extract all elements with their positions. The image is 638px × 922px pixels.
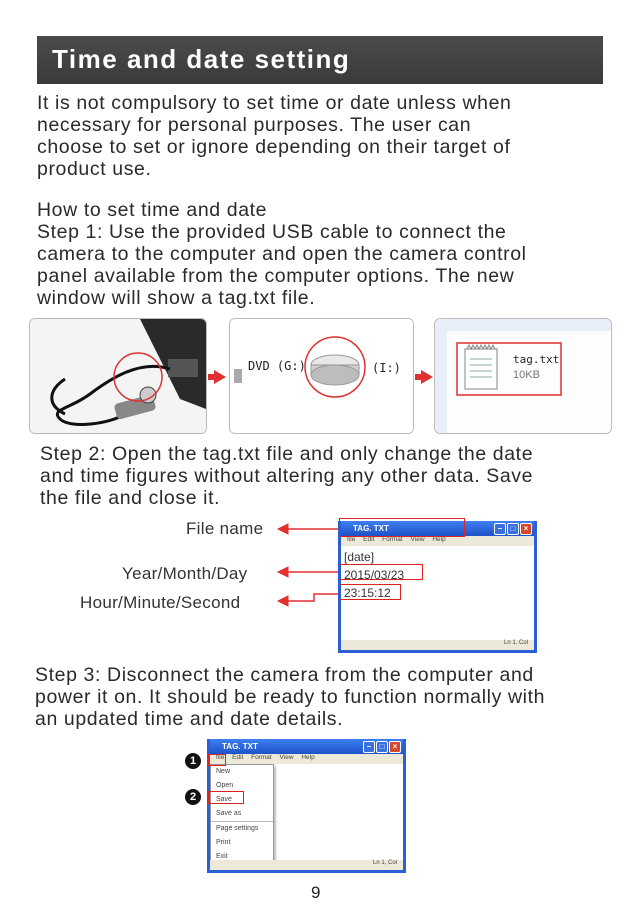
- camera-usb-illustration: [30, 319, 206, 433]
- step2-line: Step 2: Open the tag.txt file and only change the date: [40, 443, 534, 465]
- window-title: TAG. TXT: [353, 524, 389, 533]
- i-drive-label: (I:): [372, 361, 401, 375]
- computer-drives-panel: [229, 318, 414, 434]
- minimize-icon[interactable]: –: [494, 523, 506, 535]
- intro-line: necessary for personal purposes. The user can: [37, 114, 472, 136]
- menu-file[interactable]: file: [216, 754, 225, 761]
- step2-line: and time figures without altering any other data. Save: [40, 465, 534, 487]
- intro-line: choose to set or ignore depending on their target of: [37, 136, 511, 158]
- menu-format[interactable]: Format: [382, 536, 403, 543]
- file-name-callout: File name: [186, 519, 264, 538]
- time-arrowhead: [278, 596, 288, 606]
- time-arrow: [286, 594, 338, 601]
- menu-item-open[interactable]: Open: [216, 782, 234, 789]
- section-title: Time and date setting: [52, 44, 351, 74]
- status-bar: [341, 640, 534, 650]
- intro-line: product use.: [37, 158, 152, 180]
- menu-item-new[interactable]: New: [216, 768, 231, 775]
- menu-bar: [210, 754, 403, 764]
- dvd-drive-label: DVD (G:): [248, 359, 306, 373]
- page-number: 9: [311, 883, 321, 902]
- step1-line: Step 1: Use the provided USB cable to connect the: [37, 221, 507, 243]
- camera-usb-photo: [29, 318, 207, 434]
- window-titlebar: [210, 739, 403, 754]
- content-line: 23:15:12: [344, 586, 391, 600]
- content-line: [date]: [344, 550, 375, 564]
- menu-format[interactable]: Format: [251, 754, 272, 761]
- drive-icon: [230, 319, 413, 433]
- save-item-highlight: [208, 791, 244, 804]
- step2-line: the file and close it.: [40, 487, 221, 509]
- menu-help[interactable]: Help: [432, 536, 446, 543]
- step3-line: power it on. It should be ready to function normally with: [35, 686, 546, 708]
- hour-minute-second-callout: Hour/Minute/Second: [80, 593, 241, 612]
- status-text: Ln 1, Col: [372, 860, 397, 866]
- date-highlight: [339, 564, 423, 580]
- file-size-label: 10KB: [513, 369, 540, 381]
- intro-paragraph: [37, 92, 617, 180]
- menu-item-print[interactable]: Print: [216, 839, 231, 846]
- menu-view[interactable]: View: [410, 536, 425, 543]
- notepad-window-save: [207, 739, 406, 873]
- status-text: Ln 1, Col: [503, 640, 528, 646]
- intro-line: It is not compulsory to set time or date unless when: [37, 92, 512, 114]
- file-name-label: tag.txt: [513, 353, 560, 366]
- title-highlight: [339, 518, 465, 537]
- menu-edit[interactable]: Edit: [232, 754, 244, 761]
- year-month-day-callout: Year/Month/Day: [122, 564, 248, 583]
- menu-item-save[interactable]: Save: [216, 796, 232, 803]
- step1-line: panel available from the computer options. The new: [37, 265, 515, 287]
- menu-edit[interactable]: Edit: [363, 536, 375, 543]
- menu-file[interactable]: file: [347, 536, 356, 543]
- section-banner: [37, 36, 603, 84]
- menu-item-exit[interactable]: Exit: [216, 853, 228, 860]
- date-arrowhead: [278, 567, 288, 577]
- step2-paragraph: [40, 443, 620, 509]
- callout-arrows: [276, 512, 346, 612]
- window-title: TAG. TXT: [222, 742, 258, 751]
- step3-paragraph: [35, 664, 630, 730]
- step-badge-2: 2: [185, 789, 201, 805]
- menu-bar: [341, 536, 534, 546]
- file-dropdown-menu: [210, 764, 274, 864]
- menu-help[interactable]: Help: [301, 754, 315, 761]
- menu-item-save-as[interactable]: Save as: [211, 807, 273, 822]
- menu-item-page-settings[interactable]: Page settings: [216, 825, 259, 832]
- step1-line: camera to the computer and open the camera control: [37, 243, 527, 265]
- content-line: 2015/03/23: [344, 568, 405, 582]
- maximize-icon[interactable]: □: [376, 741, 388, 753]
- time-highlight: [339, 584, 401, 600]
- menu-view[interactable]: View: [279, 754, 294, 761]
- maximize-icon[interactable]: □: [507, 523, 519, 535]
- step1-line: How to set time and date: [37, 199, 268, 221]
- file-explorer-panel: [434, 318, 612, 434]
- file-menu-highlight: [208, 754, 226, 766]
- step3-line: Step 3: Disconnect the camera from the computer and: [35, 664, 534, 686]
- file-name-arrowhead: [278, 524, 288, 534]
- close-icon[interactable]: ×: [389, 741, 401, 753]
- step-badge-1: 1: [185, 753, 201, 769]
- step3-line: an updated time and date details.: [35, 708, 344, 730]
- close-icon[interactable]: ×: [520, 523, 532, 535]
- status-bar: [210, 860, 403, 870]
- step1-line: window will show a tag.txt file.: [37, 287, 316, 309]
- step1-paragraph: [37, 199, 617, 309]
- minimize-icon[interactable]: –: [363, 741, 375, 753]
